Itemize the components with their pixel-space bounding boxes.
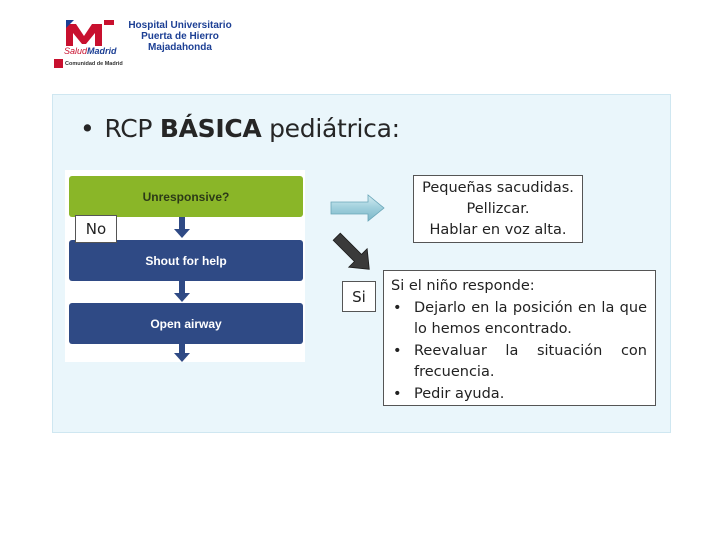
down-arrow-icon: [174, 344, 190, 362]
diagonal-down-arrow-icon: [328, 228, 378, 278]
si-label: Si: [342, 281, 376, 312]
hospital-name: Hospital Universitario Puerta de Hierro Majadahonda: [128, 20, 232, 53]
flow-step-open-airway: Open airway: [69, 303, 303, 344]
list-item: • Dejarlo en la posición en la que lo hemos encontrado.: [393, 299, 647, 337]
flow-step-unresponsive: Unresponsive?: [69, 176, 303, 217]
down-arrow-icon: [174, 217, 190, 239]
slide-title: • RCP BÁSICA pediátrica:: [80, 114, 400, 143]
list-item: • Pedir ayuda.: [393, 385, 505, 402]
cpr-flowchart: [65, 170, 305, 362]
hospital-logo: [54, 14, 254, 72]
flow-step-shout-for-help: Shout for help: [69, 240, 303, 281]
response-list: [391, 298, 647, 406]
salud-madrid-text: SaludMadrid: [64, 46, 117, 56]
box-intro: Si el niño responde:: [391, 278, 535, 294]
right-arrow-icon: [330, 194, 386, 222]
community-badge: Comunidad de Madrid: [54, 58, 123, 69]
down-arrow-icon: [174, 281, 190, 303]
no-label: No: [75, 215, 117, 243]
community-flag-icon: [54, 59, 63, 68]
stimulus-instructions-box: Pequeñas sacudidas. Pellizcar. Hablar en voz alta.: [413, 175, 583, 243]
list-item: • Reevaluar la situación con frecuencia.: [393, 342, 647, 380]
child-responds-box: [383, 270, 656, 406]
